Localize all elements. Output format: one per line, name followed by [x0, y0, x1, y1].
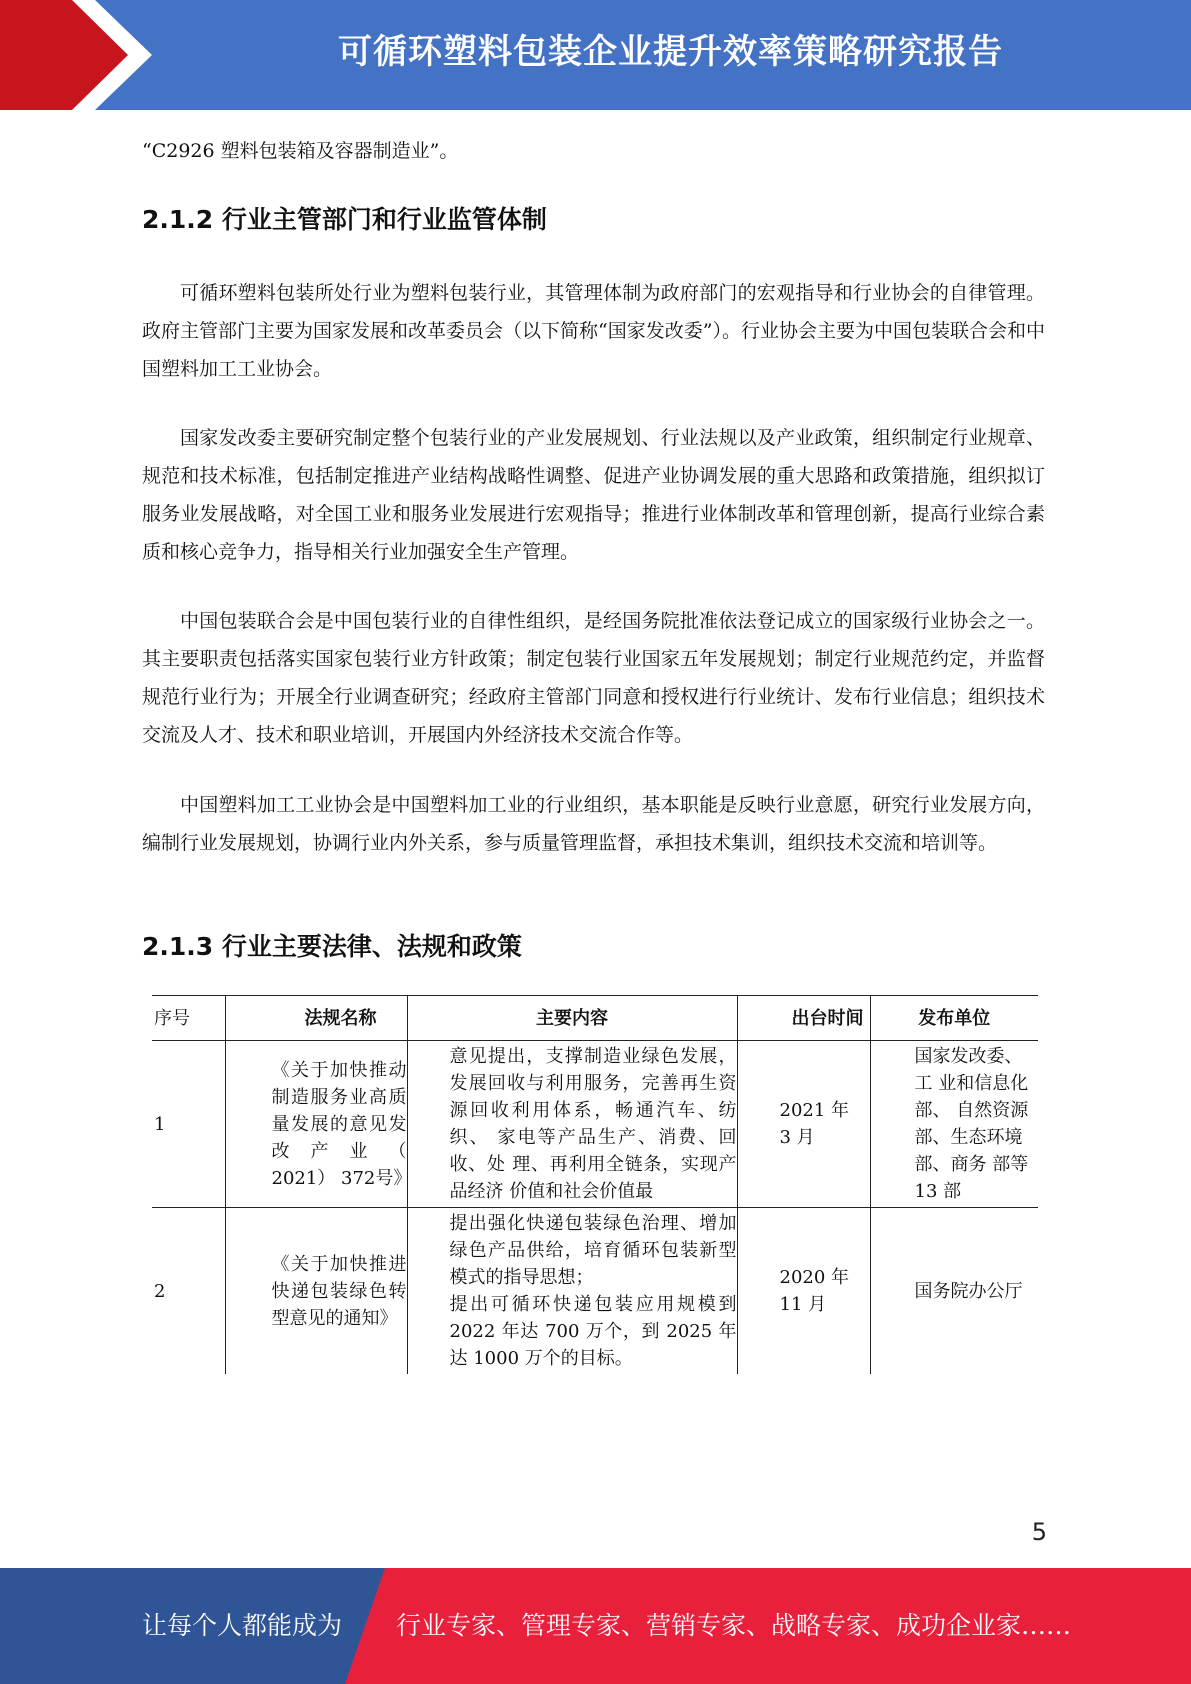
cell-date: 2021 年 3 月 [737, 1041, 870, 1208]
table-row [152, 1208, 1038, 1375]
header-name: 法规名称 [225, 996, 407, 1041]
cell-content [407, 1041, 737, 1208]
cell-no: 1 [154, 1113, 166, 1135]
cell-unit: 国务院办公厅 [870, 1208, 1038, 1375]
paragraph: 可循环塑料包装所处行业为塑料包装行业，其管理体制为政府部门的宏观指导和行业协会的自律管理。政府主管部门主要为国家发展和改革委员会（以下简称“国家发改委”）。行业协会主要为中国包装联合会和中国塑料加工工业协会。 [142, 282, 1045, 380]
cell-content-text: 提出强化快递包装绿色治理、增加 绿色产品供给，培育循环包装新型 模式的指导思想； [449, 1213, 737, 1288]
paragraph: 中国包装联合会是中国包装行业的自律性组织，是经国务院批准依法登记成立的国家级行业协会之一。其主要职责包括落实国家包装行业方针政策；制定包装行业国家五年发展规划；制定行业规范约定，并监督规范行业行为；开展全行业调查研究；经政府主管部门同意和授权进行行业统计、发布行业信息；组织技术交流及人才、技术和职业培训，开展国内外经济技术交流合作等。 [142, 610, 1045, 746]
header-date: 出台时间 [737, 996, 870, 1041]
section-heading-2-1-2: 2.1.2 行业主管部门和行业监管体制 [142, 205, 547, 234]
paragraph: 国家发改委主要研究制定整个包装行业的产业发展规划、行业法规以及产业政策，组织制定行业规章、规范和技术标准，包括制定推进产业结构战略性调整、促进产业协调发展的重大思路和政策措施，组织拟订服务业发展战略，对全国工业和服务业发展进行宏观指导；推进行业体制改革和管理创新，提高行业综合素质和核心竞争力，指导相关行业加强安全生产管理。 [142, 427, 1045, 563]
header-title: 可循环塑料包装企业提升效率策略研究报告 [338, 32, 1003, 72]
cell-unit: 国家发改委、工 业和信息化部、 自然资源部、生态环境部、商务 部等 13 部 [870, 1041, 1038, 1208]
page-number: 5 [1031, 1518, 1047, 1546]
header-unit: 发布单位 [870, 996, 1038, 1041]
cell-content-text: 意见提出，支撑制造业绿色发展，发展回收与利用服务，完善再生资 源回收利用体系，畅通汽车、纺织、 家电等产品生产、消费、回收、处 理、再利用全链条，实现产品经济 价值和社会价值最 [449, 1046, 737, 1202]
cell-content-text-2: 提出可循环快递包装应用规模到 2022 年达 700 万个，到 2025 年达 1000 万个的目标。 [449, 1294, 737, 1369]
table-header-row [152, 996, 1038, 1041]
header-content: 主要内容 [407, 996, 737, 1041]
footer-slogan-left: 让每个人都能成为 [142, 1611, 343, 1640]
table-row [152, 1041, 1038, 1208]
regulations-table [152, 995, 1038, 1374]
cell-no: 2 [154, 1280, 166, 1302]
cell-name: 《关于加快推进 快递包装绿色转 型意见的通知》 [225, 1208, 407, 1375]
page-footer [0, 1568, 1191, 1684]
section-heading-2-1-3: 2.1.3 行业主要法律、法规和政策 [142, 932, 522, 961]
footer-slogan-right: 行业专家、管理专家、营销专家、战略专家、成功企业家…… [396, 1611, 1072, 1640]
paragraph: 中国塑料加工工业协会是中国塑料加工业的行业组织，基本职能是反映行业意愿，研究行业发展方向，编制行业发展规划，协调行业内外关系，参与质量管理监督，承担技术集训，组织技术交流和培训等。 [142, 794, 1045, 854]
intro-line: “C2926 塑料包装箱及容器制造业”。 [142, 140, 459, 162]
header-no: 序号 [154, 1007, 190, 1029]
page-header [0, 0, 1191, 110]
cell-content [407, 1208, 737, 1375]
cell-date: 2020 年 11 月 [737, 1208, 870, 1375]
cell-name: 《关于加快推动 制造服务业高质 量发展的意见发 改产业（ 2021） 372号》 [225, 1041, 407, 1208]
